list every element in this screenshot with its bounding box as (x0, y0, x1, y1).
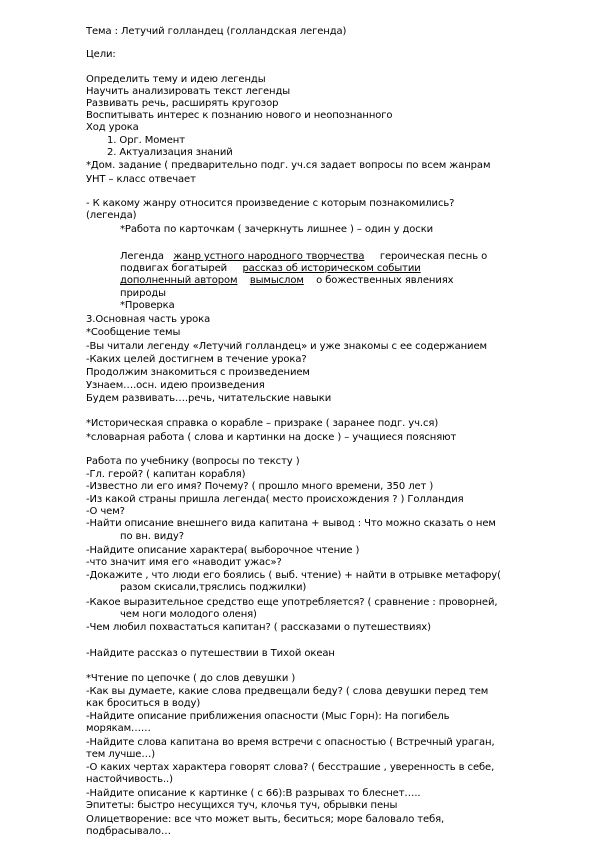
legend-word: Легенда (120, 251, 164, 262)
check-line: *Проверка (120, 300, 175, 311)
question-line: -О чем? (86, 506, 125, 517)
legend-option-underlined: рассказ об историческом событии (242, 263, 421, 274)
text-line: Узнаем….осн. идею произведения (86, 380, 265, 391)
goals-heading: Цели: (86, 49, 116, 60)
text-line: Эпитеты: быстро несущихся туч, клочья туч, обрывки пены (86, 800, 398, 811)
text-line: *Историческая справка о корабле – призраке ( заранее подг. уч.ся) (86, 418, 439, 429)
legend-option: подвигах богатырей (120, 263, 228, 274)
text-line: *Сообщение темы (86, 327, 181, 338)
question-line: -Из какой страны пришла легенда( место происхождения ? ) Голландия (86, 494, 464, 505)
question-line: -Чем любил похвастаться капитан? ( рассказами о путешествиях) (86, 622, 431, 633)
question-line: -Известно ли его имя? Почему? ( прошло много времени, 350 лет ) (86, 481, 434, 492)
text-line: Продолжим знакомиться с произведением (86, 367, 310, 378)
goal-item: Воспитывать интерес к познанию нового и неопознанного (86, 110, 393, 121)
legend-option-underlined: жанр устного народного творчества (173, 251, 365, 262)
question-line: -Гл. герой? ( капитан корабля) (86, 469, 246, 480)
text-line: Работа по учебнику (вопросы по тексту ) (86, 456, 300, 467)
numbered-item: 1. Орг. Момент (107, 135, 185, 146)
question-line: чем ноги молодого оленя) (120, 609, 257, 620)
genre-question: - К какому жанру относится произведение с которым познакомились? (86, 198, 455, 209)
legend-option: о божественных явлениях (316, 275, 454, 286)
question-line: -Какое выразительное средство еще употребляется? ( сравнение : проворней, (86, 597, 498, 608)
legend-option: героическая песнь о (379, 251, 488, 262)
homework-line: УНТ – класс отвечает (86, 174, 196, 185)
legend-option-underlined: дополненный автором (120, 275, 238, 286)
question-line: -Найдите слова капитана во время встречи с опасностью ( Встречный ураган, (86, 737, 495, 748)
legend-option-underlined: вымыслом (249, 275, 304, 286)
genre-answer: (легенда) (86, 210, 137, 221)
text-line: -Вы читали легенду «Летучий голландец» и уже знакомы с ее содержанием (86, 341, 487, 352)
legend-row (120, 275, 453, 287)
question-line: разом скисали,тряслись поджилки) (120, 582, 307, 593)
legend-row (120, 263, 421, 275)
question-line: морякам…… (86, 723, 151, 734)
text-line: Будем развивать….речь, читательские навыки (86, 393, 332, 404)
question-line: -Найдите описание к картинке ( с 66):В разрывах то блеснет….. (86, 788, 421, 799)
text-line: *Чтение по цепочке ( до слов девушки ) (86, 673, 296, 684)
text-line: подбрасывало… (86, 826, 171, 837)
question-line: -что значит имя его «наводит ужас»? (86, 557, 282, 568)
lesson-heading: Ход урока (86, 122, 139, 133)
part-heading: 3.Основная часть урока (86, 314, 211, 325)
numbered-item: 2. Актуализация знаний (107, 147, 233, 158)
goal-item: Научить анализировать текст легенды (86, 86, 291, 97)
question-line: -Как вы думаете, какие слова предвещали беду? ( слова девушки перед тем (86, 686, 489, 697)
legend-row (120, 251, 487, 263)
cards-task: *Работа по карточкам ( зачеркнуть лишнее ) – один у доски (120, 224, 434, 235)
question-line: как броситься в воду) (86, 698, 201, 709)
text-line: -Каких целей достигнем в течение урока? (86, 354, 307, 365)
text-line: Олицетворение: все что может выть, беситься; море баловало тебя, (86, 814, 445, 825)
text-line: *словарная работа ( слова и картинки на доске ) – учащиеся поясняют (86, 432, 457, 443)
question-line: -Докажите , что люди его боялись ( выб. чтение) + найти в отрывке метафору( (86, 570, 501, 581)
legend-row: природы (120, 288, 166, 299)
question-line: по вн. виду? (120, 531, 184, 542)
homework-line: *Дом. задание ( предварительно подг. уч.ся задает вопросы по всем жанрам (86, 160, 491, 171)
question-line: настойчивость..) (86, 774, 173, 785)
question-line: -Найдите описание характера( выборочное чтение ) (86, 545, 360, 556)
goal-item: Развивать речь, расширять кругозор (86, 98, 279, 109)
goal-item: Определить тему и идею легенды (86, 74, 266, 85)
question-line: -Найдите рассказ о путешествии в Тихой океан (86, 648, 335, 659)
question-line: -Найдите описание приближения опасности (Мыс Горн): На погибель (86, 711, 450, 722)
doc-title: Тема : Летучий голландец (голландская легенда) (86, 26, 347, 37)
question-line: тем лучше…) (86, 749, 156, 760)
question-line: -Найти описание внешнего вида капитана + вывод : Что можно сказать о нем (86, 518, 496, 529)
question-line: -О каких чертах характера говорят слова? ( бесстрашие , уверенность в себе, (86, 762, 495, 773)
